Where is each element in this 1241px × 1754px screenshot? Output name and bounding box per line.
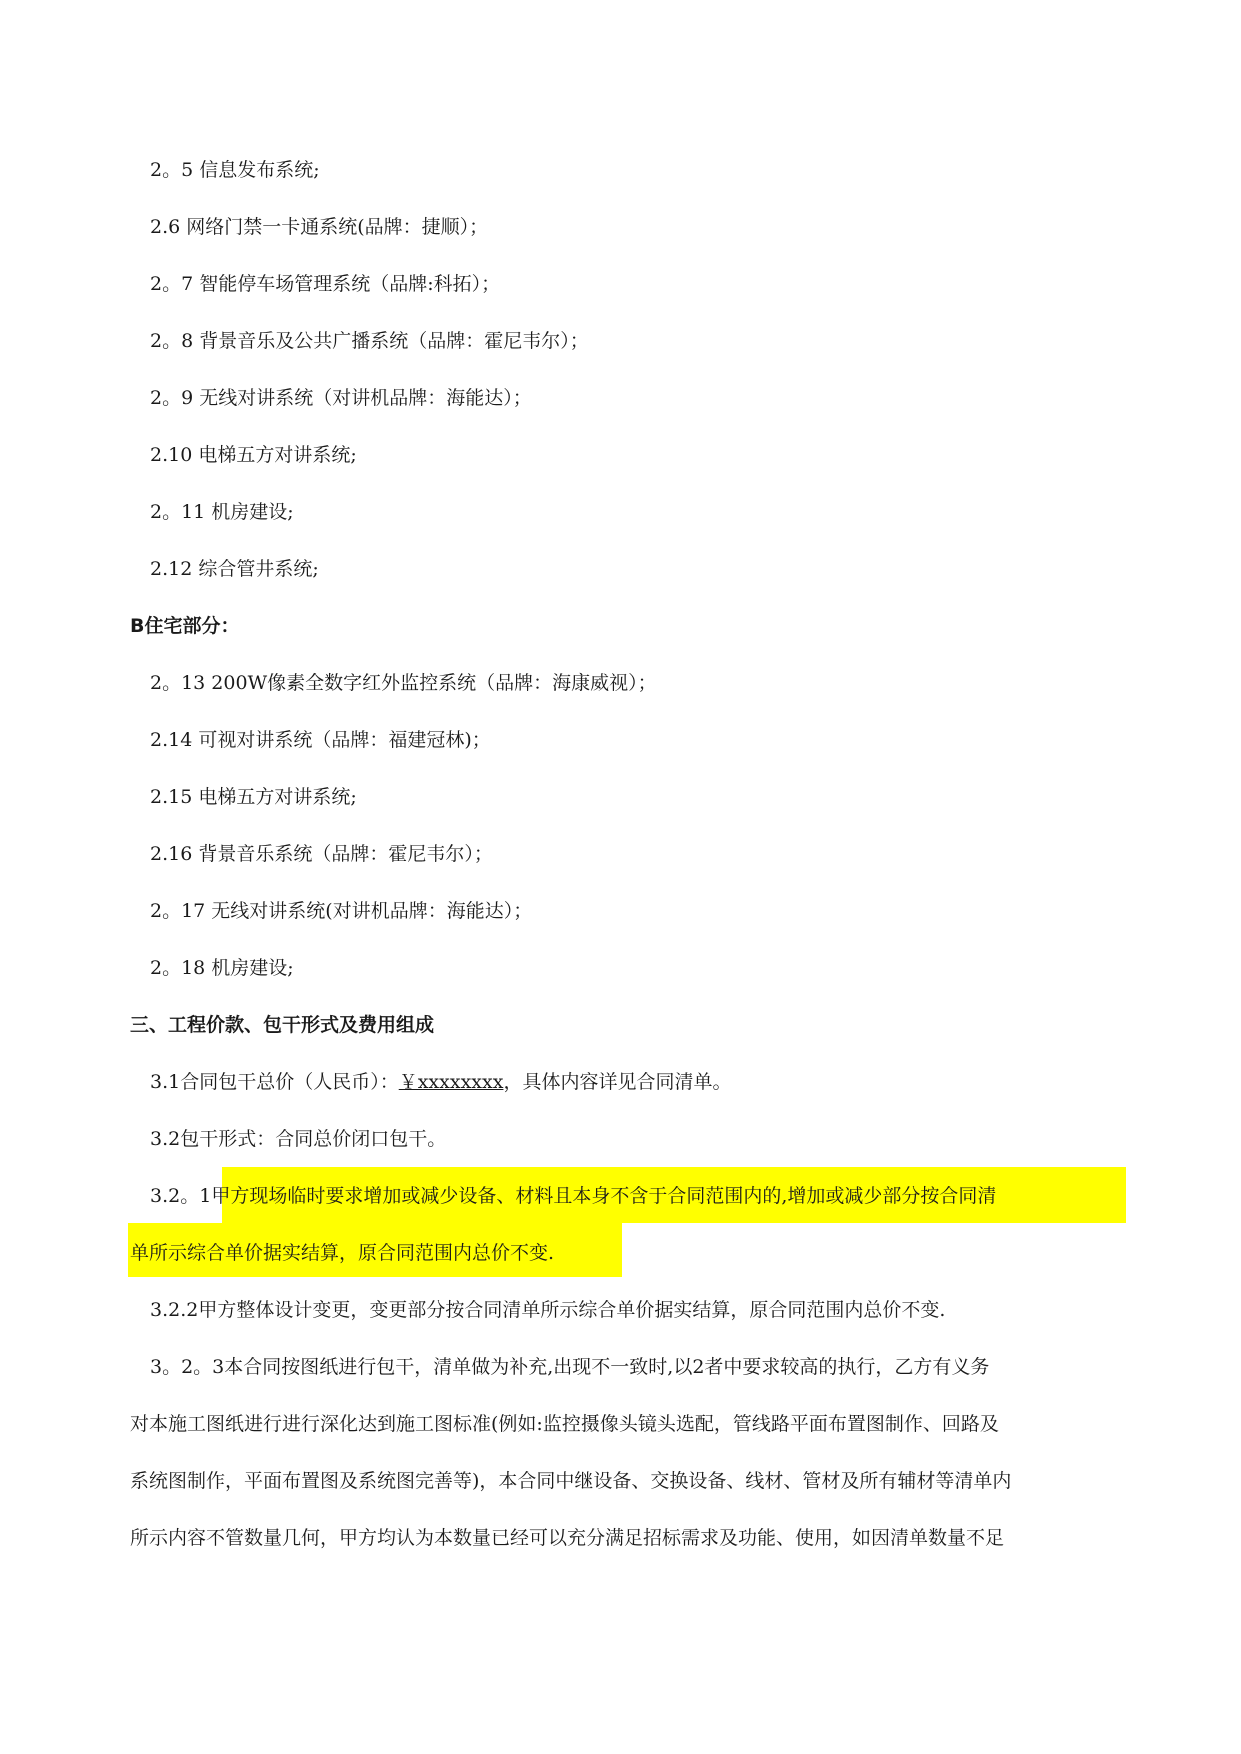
list-item: 2。18 机房建设; <box>150 957 294 979</box>
list-item: 2.12 综合管井系统; <box>150 558 319 580</box>
clause-3-2-1-line2: 单所示综合单价据实结算，原合同范围内总价不变. <box>130 1242 555 1264</box>
clause-3-2-1-number: 3.2。1 <box>150 1185 212 1207</box>
clause-3-2-2: 3.2.2甲方整体设计变更，变更部分按合同清单所示综合单价据实结算，原合同范围内总价不变. <box>150 1299 946 1321</box>
list-item: 2.6 网络门禁一卡通系统(品牌：捷顺）； <box>150 216 489 238</box>
clause-3-1-prefix: 3.1合同包干总价（人民币）： <box>150 1071 399 1093</box>
list-item: 2。5 信息发布系统; <box>150 159 320 181</box>
clause-3-2-3-line: 系统图制作，平面布置图及系统图完善等)，本合同中继设备、交换设备、线材、管材及所有辅材等清单内 <box>130 1470 1012 1492</box>
clause-3-2-1-line1 <box>150 1182 996 1210</box>
clause-3-2-3-line: 所示内容不管数量几何，甲方均认为本数量已经可以充分满足招标需求及功能、使用，如因清单数量不足 <box>130 1527 1005 1549</box>
list-item: 2。13 200W像素全数字红外监控系统（品牌：海康威视）； <box>150 672 657 694</box>
contract-amount: ￥xxxxxxxx <box>398 1071 504 1093</box>
clause-3-2-3-line: 对本施工图纸进行进行深化达到施工图标准(例如:监控摄像头镜头选配，管线路平面布置图制作、回路及 <box>130 1413 999 1435</box>
list-item: 2。11 机房建设; <box>150 501 294 523</box>
list-item: 2.16 背景音乐系统（品牌：霍尼韦尔）； <box>150 843 493 865</box>
clause-3-2: 3.2包干形式：合同总价闭口包干。 <box>150 1128 447 1150</box>
list-item: 2。7 智能停车场管理系统（品牌:科拓）； <box>150 273 501 295</box>
list-item: 2.10 电梯五方对讲系统; <box>150 444 357 466</box>
clause-3-2-1-text-1: 甲方现场临时要求增加或减少设备、材料且本身不含于合同范围内的,增加或减少部分按合同清 <box>211 1185 997 1207</box>
clause-3-1-suffix: ，具体内容详见合同清单。 <box>503 1071 732 1093</box>
list-item: 2。8 背景音乐及公共广播系统（品牌：霍尼韦尔）； <box>150 330 589 352</box>
clause-3-2-3-line: 3。2。3本合同按图纸进行包干，清单做为补充,出现不一致时,以2者中要求较高的执行，乙方有义务 <box>150 1356 990 1378</box>
list-item: 2.15 电梯五方对讲系统; <box>150 786 357 808</box>
clause-3-1 <box>150 1068 731 1096</box>
section-b-heading: B住宅部分： <box>130 615 240 637</box>
list-item: 2.14 可视对讲系统（品牌：福建冠林)； <box>150 729 491 751</box>
section-3-heading: 三、工程价款、包干形式及费用组成 <box>130 1014 435 1036</box>
list-item: 2。17 无线对讲系统(对讲机品牌：海能达）； <box>150 900 533 922</box>
list-item: 2。9 无线对讲系统（对讲机品牌：海能达）； <box>150 387 532 409</box>
